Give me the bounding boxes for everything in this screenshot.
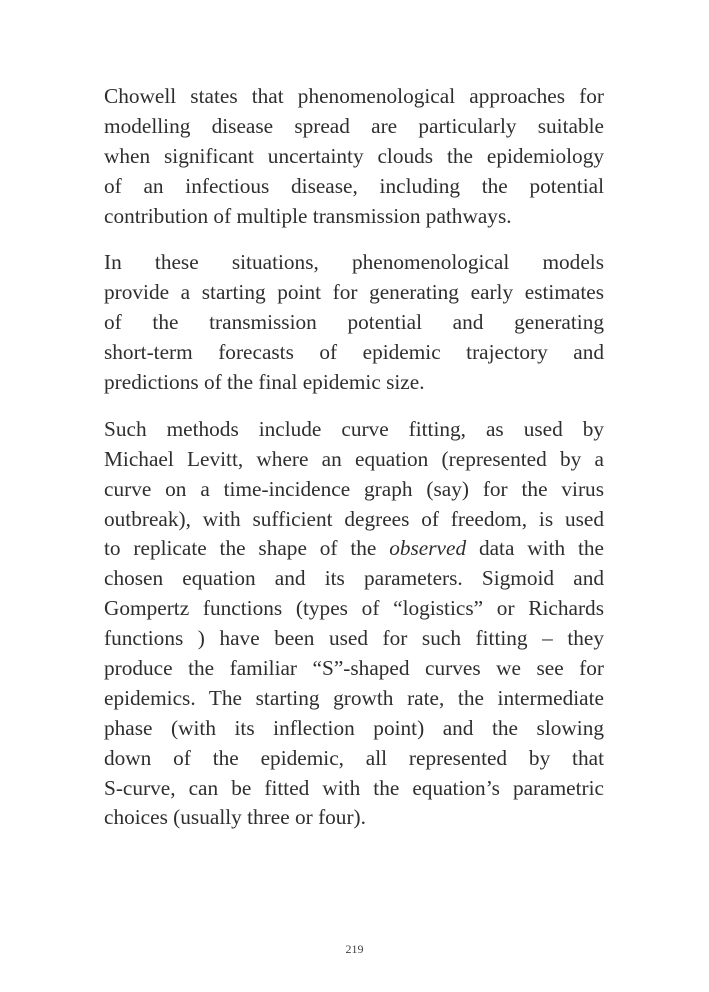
text-line: contribution of multiple transmission pathways. xyxy=(104,203,512,228)
text-line: functions ) have been used for such fitting – they xyxy=(104,626,604,651)
text-line: when significant uncertainty clouds the epidemiology xyxy=(104,143,604,168)
emphasized-word: observed xyxy=(389,536,467,561)
text-line: short-term forecasts of epidemic trajectory and xyxy=(104,340,604,365)
text-line: Gompertz functions (types of “logistics” or Richards xyxy=(104,596,604,621)
paragraph-3 xyxy=(104,415,604,833)
text-line: produce the familiar “S”-shaped curves we see for xyxy=(104,656,604,681)
text-line: chosen equation and its parameters. Sigmoid and xyxy=(104,566,604,591)
text-segment: to replicate the shape of the xyxy=(104,536,390,561)
text-line xyxy=(104,534,604,564)
text-line: outbreak), with sufficient degrees of freedom, is used xyxy=(104,506,604,531)
text-line: S-curve, can be fitted with the equation’s parametric xyxy=(104,775,604,800)
text-segment: data with the xyxy=(466,536,604,561)
text-line: epidemics. The starting growth rate, the intermediate xyxy=(104,685,604,710)
document-body xyxy=(104,82,604,850)
text-line: phase (with its inflection point) and the slowing xyxy=(104,715,604,740)
text-line: of an infectious disease, including the potential xyxy=(104,173,604,198)
text-line: In these situations, phenomenological models xyxy=(104,250,604,275)
text-line: Chowell states that phenomenological approaches for xyxy=(104,84,604,108)
text-line: curve on a time-incidence graph (say) for the virus xyxy=(104,476,604,501)
paragraph-2 xyxy=(104,248,604,397)
text-line: Such methods include curve fitting, as used by xyxy=(104,416,604,441)
text-line: down of the epidemic, all represented by that xyxy=(104,745,604,770)
text-line: choices (usually three or four). xyxy=(104,805,366,830)
paragraph-1 xyxy=(104,82,604,231)
text-line: of the transmission potential and generating xyxy=(104,310,604,335)
page-number: 219 xyxy=(345,942,364,956)
text-line: provide a starting point for generating early estimates xyxy=(104,280,604,305)
text-line: Michael Levitt, where an equation (represented by a xyxy=(104,446,604,471)
text-line: predictions of the final epidemic size. xyxy=(104,370,425,395)
text-line: modelling disease spread are particularly suitable xyxy=(104,113,604,138)
